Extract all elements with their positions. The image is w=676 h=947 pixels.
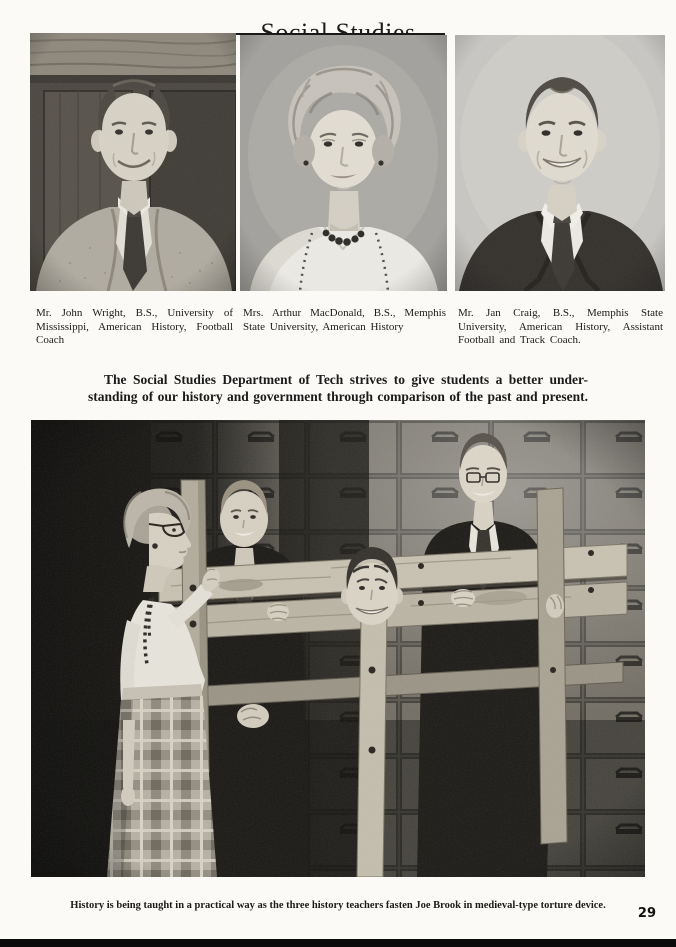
portrait-illustration — [30, 33, 236, 291]
feature-photo-stocks-scene — [31, 420, 645, 877]
intro-paragraph — [88, 371, 588, 405]
feature-photo-caption: History is being taught in a practical way as the three history teachers fasten Joe Brook in medieval-type torture device. — [70, 899, 606, 911]
portrait-photo-jan-craig — [455, 35, 665, 291]
feature-illustration — [31, 420, 645, 877]
scan-edge-bar — [0, 939, 676, 947]
portrait-illustration — [240, 35, 447, 291]
intro-line-2: standing of our history and government through comparison of the past and present. — [88, 389, 588, 404]
portrait-photo-arthur-macdonald — [240, 35, 447, 291]
portrait-illustration — [455, 35, 665, 291]
page-number: 29 — [637, 906, 656, 921]
intro-line-1: The Social Studies Department of Tech strives to give students a better under- — [104, 372, 588, 387]
faculty-caption-arthur-macdonald: Mrs. Arthur MacDonald, B.S., Memphis State University, American History — [243, 307, 446, 333]
faculty-caption-john-wright: Mr. John Wright, B.S., University of Mississippi, American History, Football Coach — [36, 307, 233, 346]
faculty-caption-jan-craig: Mr. Jan Craig, B.S., Memphis State University, American History, Assistant Football and Track Coach. — [458, 307, 663, 346]
portrait-photo-john-wright — [30, 33, 236, 291]
